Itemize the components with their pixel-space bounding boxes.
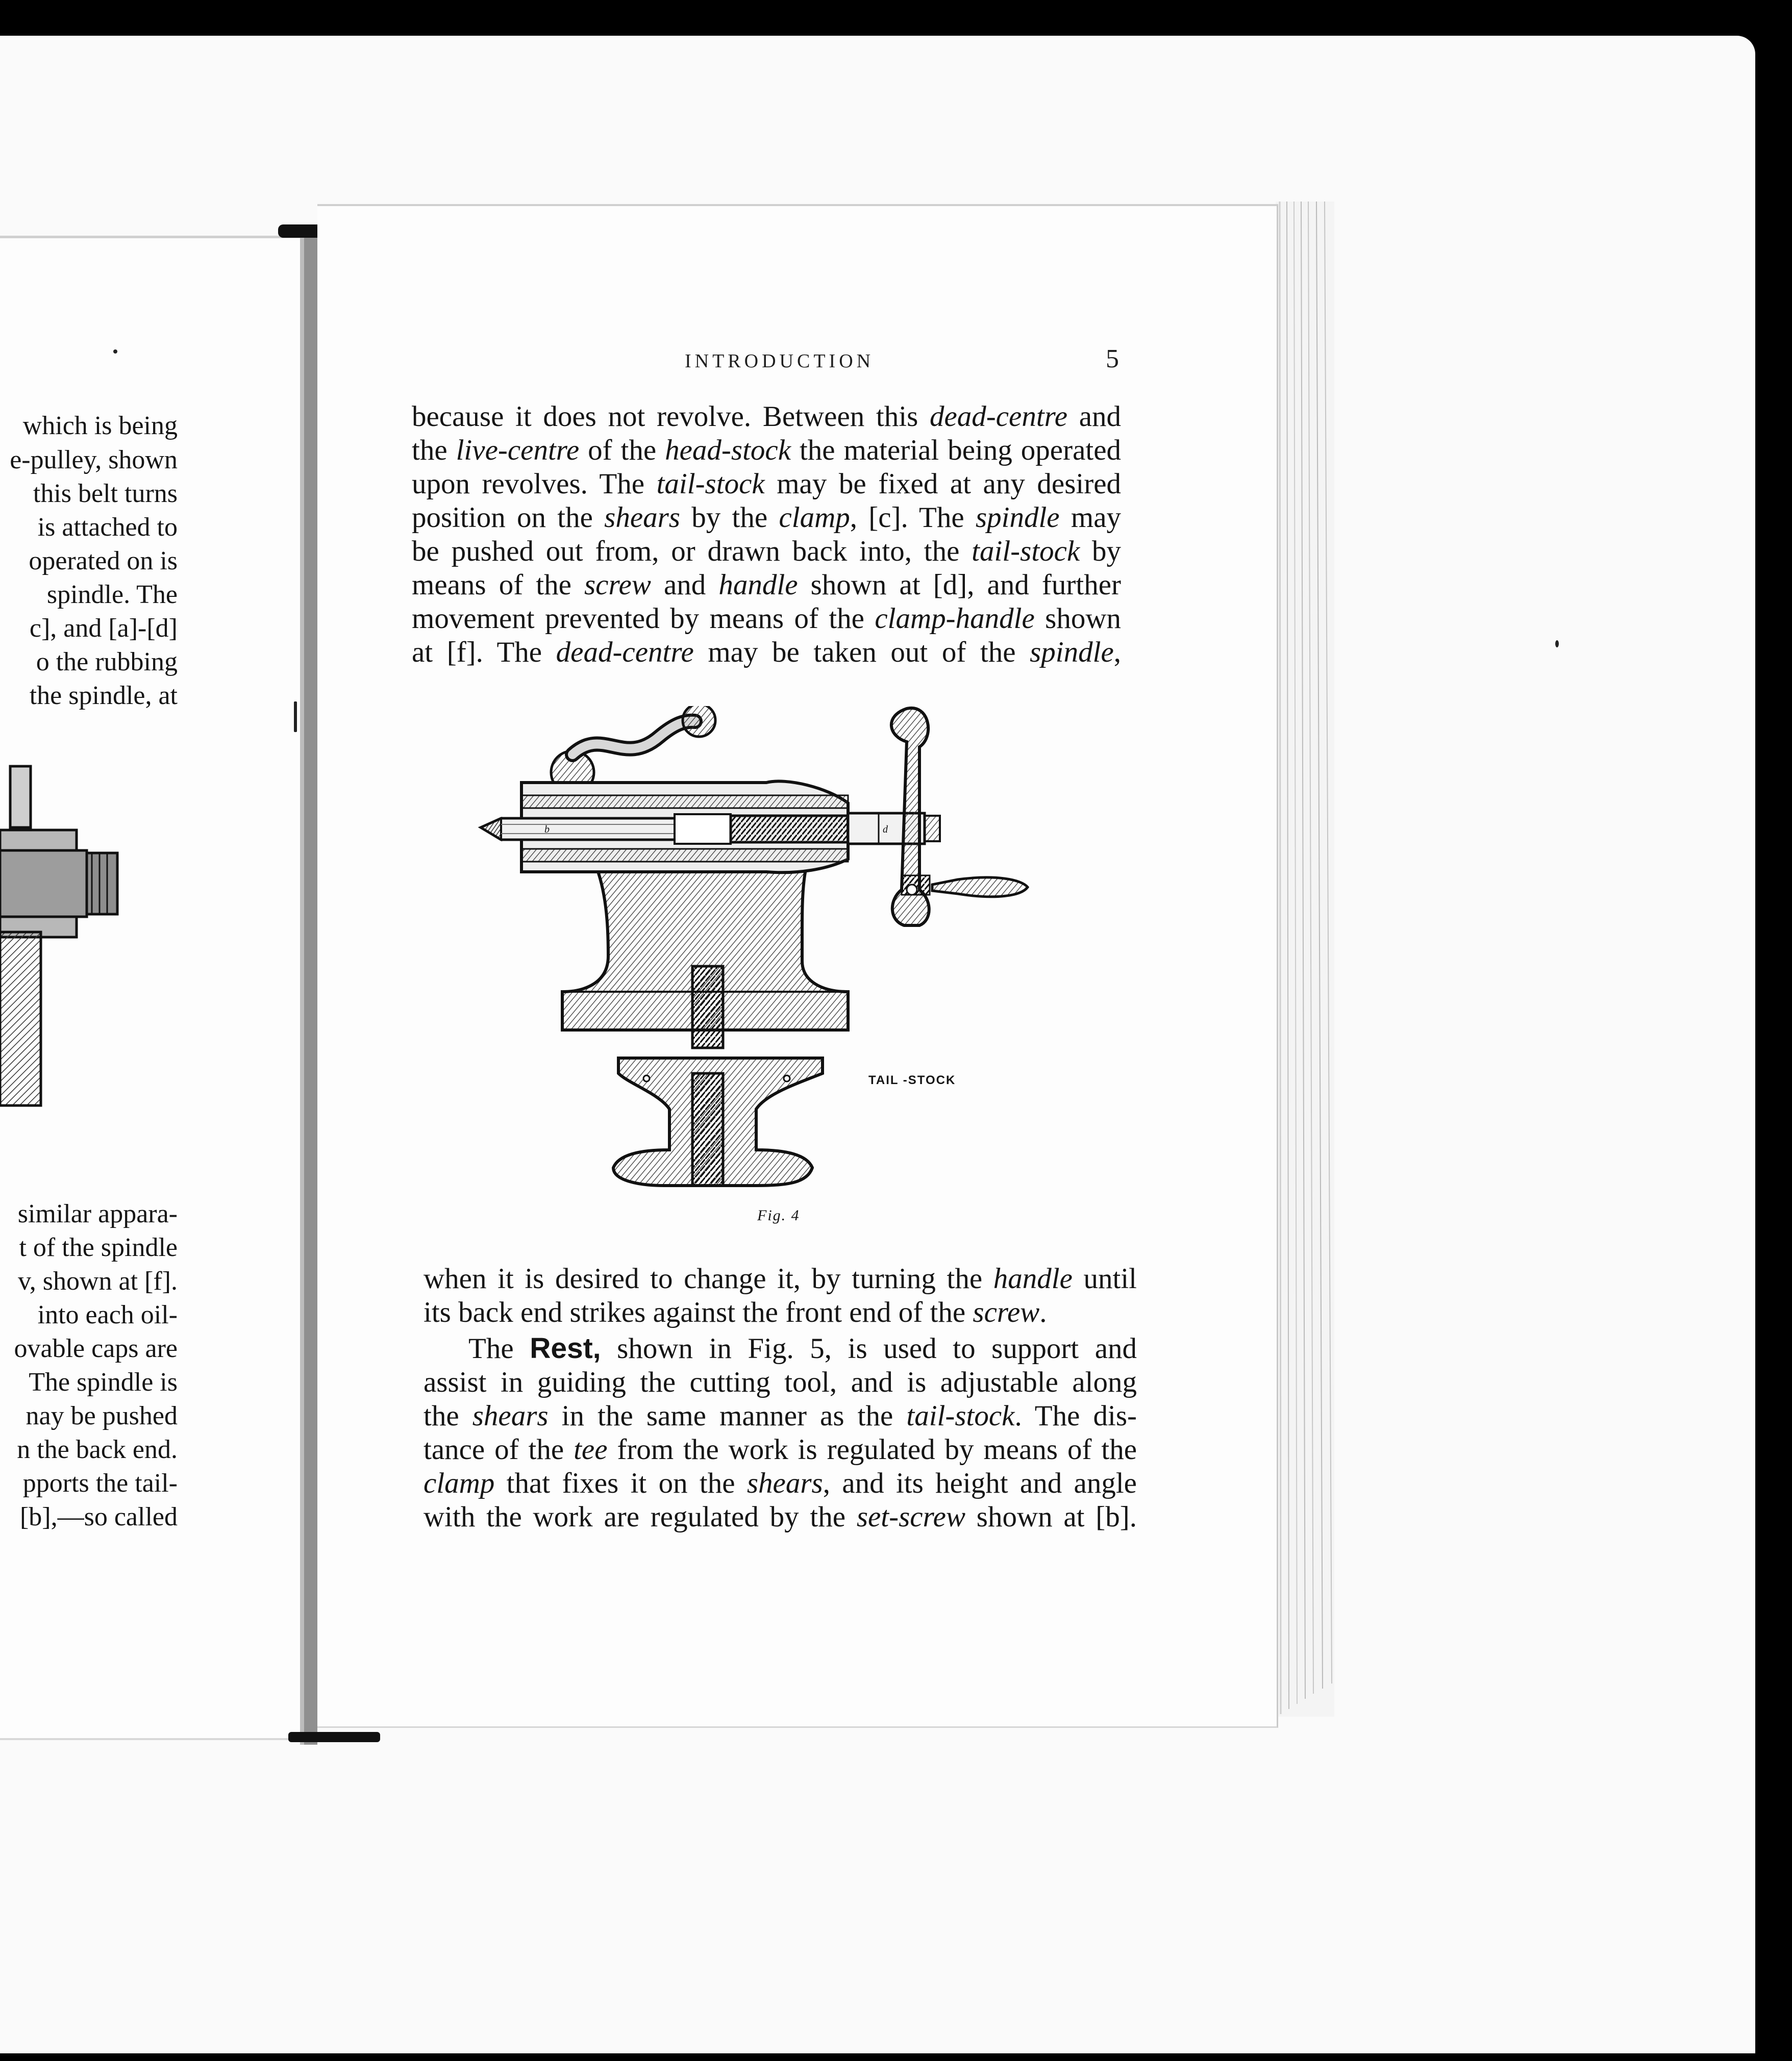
text-line: when it is desired to change it, by turning the handle until — [424, 1263, 1137, 1295]
spine-bottom-cap — [288, 1732, 380, 1742]
left-line: n the back end. — [17, 1435, 178, 1464]
page-number: 5 — [1106, 344, 1119, 373]
part-letter-b: b — [544, 824, 550, 835]
left-line: the spindle, at — [29, 681, 178, 710]
text-line: because it does not revolve. Between this dead-centre and — [412, 400, 1121, 433]
text-line: movement prevented by means of the clamp-handle shown — [412, 602, 1121, 635]
left-line: nay be pushed — [26, 1401, 178, 1430]
left-line: which is being — [22, 411, 178, 440]
paragraph-dead-centre-text — [424, 1262, 1137, 1329]
text-line: upon revolves. The tail-stock may be fixed at any desired — [412, 468, 1121, 500]
left-line: pports the tail- — [22, 1469, 178, 1498]
left-line: [b],—so called — [19, 1502, 178, 1531]
handle — [891, 708, 1028, 925]
scan-speck — [294, 701, 297, 732]
scan-edge-right — [1755, 41, 1792, 2061]
text-line: assist in guiding the cutting tool, and is adjustable along — [424, 1366, 1137, 1398]
left-line: into each oil- — [37, 1300, 178, 1329]
left-line: c], and [a]-[d] — [29, 614, 178, 643]
scan-speck — [113, 349, 117, 354]
left-line: t of the spindle — [19, 1233, 178, 1262]
right-page — [317, 204, 1278, 1728]
part-letter-d: d — [883, 824, 888, 835]
running-head: INTRODUCTION — [685, 350, 875, 372]
text-run: The — [468, 1333, 530, 1365]
left-line: The spindle is — [29, 1368, 178, 1397]
text-line: at [f]. The dead-centre may be taken out of the spindle, — [412, 636, 1122, 668]
spindle — [481, 814, 731, 844]
text-line: clamp that fixes it on the shears, and its height and angle — [424, 1467, 1137, 1499]
text-line: position on the shears by the clamp, [c]. The spindle may — [412, 501, 1121, 534]
text-line: the shears in the same manner as the tail-stock. The dis- — [424, 1400, 1137, 1432]
clamp-screw — [692, 966, 723, 1048]
tail-stock-illustration — [470, 706, 1083, 1221]
text-line: means of the screw and handle shown at [d], and further — [412, 569, 1122, 601]
page-stack-edges — [1276, 202, 1334, 1717]
left-page — [0, 236, 300, 1740]
left-line: v, shown at [f]. — [18, 1267, 178, 1296]
text-line: with the work are regulated by the set-screw shown at [b]. — [424, 1501, 1137, 1533]
paragraph-rest-text — [424, 1331, 1137, 1534]
left-line: operated on is — [29, 546, 178, 575]
text-line: be pushed out from, or drawn back into, the tail-stock by — [412, 535, 1122, 567]
text-line — [424, 1331, 1137, 1366]
text-line: its back end strikes against the front end of the screw. — [424, 1296, 1047, 1328]
left-line: spindle. The — [46, 580, 178, 609]
term-rest: Rest, — [530, 1332, 601, 1365]
clamp-base — [613, 1058, 823, 1186]
clamp-handle — [551, 706, 715, 794]
scan-speck — [1555, 640, 1559, 647]
text-run: shown in Fig. 5, is used to support and — [601, 1333, 1137, 1365]
left-page-figure-fragment — [0, 764, 122, 1121]
paragraph-tail-stock-text — [412, 400, 1121, 669]
left-line: similar appara- — [17, 1199, 178, 1228]
figure-label: TAIL -STOCK — [868, 1073, 956, 1087]
left-line: e-pulley, shown — [10, 445, 178, 474]
left-line: this belt turns — [33, 479, 178, 508]
text-line: the live-centre of the head-stock the material being operated — [412, 434, 1122, 466]
left-line: ovable caps are — [14, 1334, 178, 1363]
left-line: is attached to — [37, 513, 178, 542]
left-line: o the rubbing — [36, 647, 178, 676]
text-line: tance of the tee from the work is regulated by means of the — [424, 1434, 1137, 1466]
figure-caption: Fig. 4 — [757, 1207, 800, 1224]
book-spine — [304, 232, 317, 1745]
